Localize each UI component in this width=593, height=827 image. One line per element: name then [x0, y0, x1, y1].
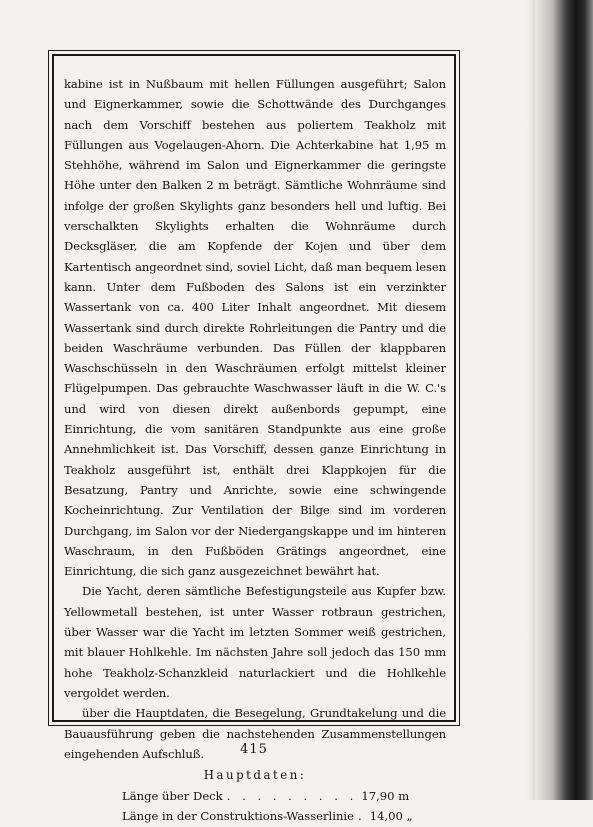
data-value: 17,90 m	[361, 789, 410, 804]
data-table	[64, 786, 446, 827]
data-row	[64, 806, 446, 826]
paragraph-2: Die Yacht, deren sämtliche Befestigungsteile aus Kupfer bzw. Yellowmetall bestehen, ist unter Wasser rotbraun gestrichen, über Wasser war die Yacht im letzten Sommer weiß gestrichen, mit blauer Hohlkehle. Im nächsten Jahre soll jedoch das 150 mm hohe Teakholz-Schanzkleid naturlackiert und die Hohlkehle vergoldet werden.	[64, 584, 446, 700]
page-number: 415	[240, 742, 268, 757]
leader-dots: . . . . . . . . .	[226, 789, 358, 804]
leader-dots: .	[358, 809, 366, 824]
data-row	[64, 786, 446, 806]
page-edge	[527, 0, 535, 800]
book-spine	[535, 0, 593, 800]
section-heading: Hauptdaten:	[203, 768, 307, 783]
data-label: Länge über Deck	[122, 789, 223, 804]
body-text	[64, 74, 446, 764]
paragraph-3: über die Hauptdaten, die Besegelung, Grundtakelung und die Bauausführung geben die nachstehenden Zusammenstellungen eingehenden Aufschluß.	[64, 706, 446, 761]
paragraph-1: kabine ist in Nußbaum mit hellen Füllungen ausgeführt; Salon und Eignerkammer, sowie die Schottwände des Durchganges nach dem Vorschiff bestehen aus poliertem Teakholz mit Füllungen aus Vogelaugen-Ahorn. Die Achterkabine hat 1,95 m Stehhöhe, während im Salon und Eignerkammer die geringste Höhe unter den Balken 2 m beträgt. Sämtliche Wohnräume sind infolge der großen Skylights ganz besonders hell und luftig. Bei verschalkten Skylights erhalten die Wohnräume durch Decksgläser, die am Kopfende der Kojen und über dem Kartentisch angeordnet sind, soviel Licht, daß man bequem lesen kann. Unter dem Fußboden des Salons ist ein verzinkter Wassertank von ca. 400 Liter Inhalt angeordnet. Mit diesem Wassertank sind durch direkte Rohrleitungen die Pantry und die beiden Waschräume verbunden. Das Füllen der klappbaren Waschschüsseln in den Waschräumen erfolgt mittelst kleiner Flügelpumpen. Das gebrauchte Waschwasser läuft in die W. C.'s und wird von diesen direkt außenbords gepumpt, eine Einrichtung, die vom sanitären Standpunkte aus eine große Annehmlichkeit ist. Das Vorschiff, dessen ganze Einrichtung in Teakholz ausgeführt ist, enthält drei Klappkojen für die Besatzung, Pantry und Anrichte, sowie eine schwingende Kocheinrichtung. Zur Ventilation der Bilge sind im vorderen Durchgang, im Salon vor der Niedergangskappe und im hinteren Waschraum, in den Fußböden Grätings angeordnet, eine Einrichtung, die sich ganz ausgezeichnet bewährt hat.	[64, 77, 446, 579]
data-value: 14,00 „	[369, 809, 413, 824]
data-label: Länge in der Construktions-Wasserlinie	[122, 809, 354, 824]
